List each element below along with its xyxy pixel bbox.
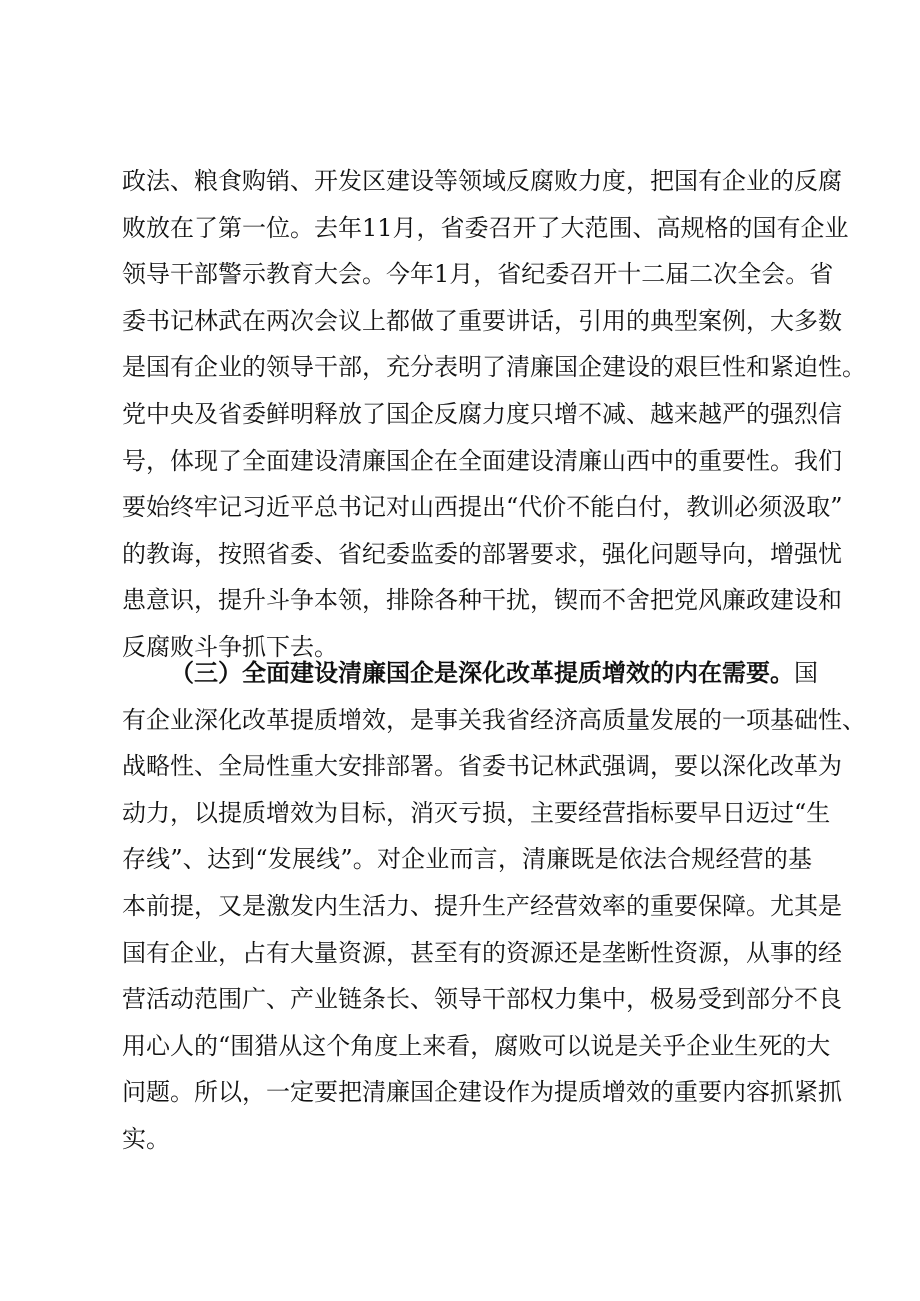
text-line: 战略性、全局性重大安排部署。省委书记林武强调，要以深化改革为 <box>122 752 842 781</box>
paragraph-continued <box>122 158 866 671</box>
text-line: 有企业深化改革提质增效，是事关我省经济高质量发展的一项基础性、 <box>122 705 866 734</box>
text-line: 问题。所以，一定要把清廉国企建设作为提质增效的重要内容抓紧抓 <box>122 1078 842 1107</box>
text-line: 党中央及省委鲜明释放了国企反腐力度只增不减、越来越严的强烈信 <box>122 399 842 428</box>
text-line: 领导干部警示教育大会。今年1月，省纪委召开十二届二次全会。省 <box>122 260 834 289</box>
text-line: 的教诲，按照省委、省纪委监委的部署要求，强化问题导向，增强忧 <box>122 539 842 568</box>
text-line: 要始终牢记习近平总书记对山西提出“代价不能白付，教训必须汲取” <box>122 493 843 522</box>
text-line: 营活动范围广、产业链条长、领导干部权力集中，极易受到部分不良 <box>122 985 842 1014</box>
text-line: 动力，以提质增效为目标，消灭亏损，主要经营指标要早日迈过“生 <box>122 798 831 827</box>
text-line: 国有企业，占有大量资源，甚至有的资源还是垄断性资源，从事的经 <box>122 938 842 967</box>
section-heading: （三）全面建设清廉国企是深化改革提质增效的内在需要。 <box>170 658 794 687</box>
text-line: 本前提，又是激发内生活力、提升生产经营效率的重要保障。尤其是 <box>122 891 842 920</box>
text-line: 是国有企业的领导干部，充分表明了清廉国企建设的艰巨性和紧迫性。 <box>122 353 866 382</box>
text-line: 用心人的“围猎从这个角度上来看，腐败可以说是关乎企业生死的大 <box>122 1031 831 1060</box>
section-first-line <box>122 650 818 697</box>
text-line: 患意识，提升斗争本领，排除各种干扰，锲而不舍把党风廉政建设和 <box>122 586 842 615</box>
text-line: 实。 <box>122 1124 170 1153</box>
text-line: 存线”、达到“发展线”。对企业而言，清廉既是依法合规经营的基 <box>122 845 812 874</box>
text-line: 败放在了第一位。去年11月，省委召开了大范围、高规格的国有企业 <box>122 213 849 242</box>
paragraph-section-three <box>122 650 866 1163</box>
text-line: 委书记林武在两次会议上都做了重要讲话，引用的典型案例，大多数 <box>122 306 842 335</box>
section-first-line-rest: 国 <box>794 659 818 687</box>
text-line: 号，体现了全面建设清廉国企在全面建设清廉山西中的重要性。我们 <box>122 446 842 475</box>
text-line: 政法、粮食购销、开发区建设等领域反腐败力度，把国有企业的反腐 <box>122 167 842 195</box>
text-line: 反腐败斗争抓下去。 <box>122 632 338 661</box>
